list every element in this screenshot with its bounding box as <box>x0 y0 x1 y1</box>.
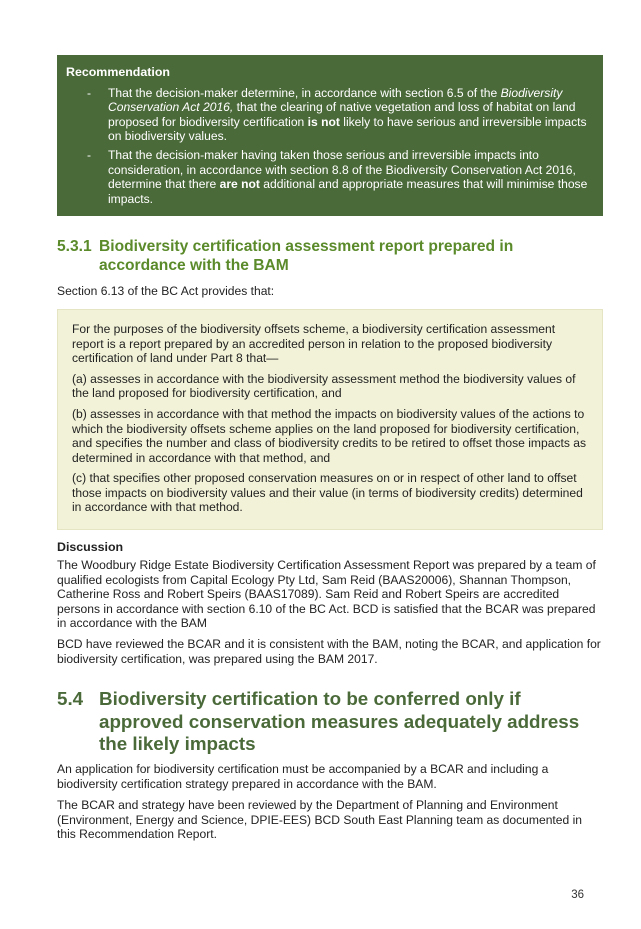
section-number: 5.3.1 <box>57 238 92 256</box>
recommendation-box <box>57 55 603 216</box>
text-run: that the clearing of native vegetation and loss of habitat on land proposed for biodiversity certification <box>108 100 576 129</box>
section-intro: Section 6.13 of the BC Act provides that: <box>57 284 275 299</box>
recommendation-text <box>108 148 593 206</box>
section-paragraph: The BCAR and strategy have been reviewed by the Department of Planning and Environment (Environment, Energy and Science, DPIE-EES) BCD South East Planning team as documented in this Recommendation Report. <box>57 798 583 842</box>
text-run: additional and appropriate measures that will minimise those impacts. <box>108 177 588 206</box>
text-run: That the decision-maker having taken those serious and irreversible impacts into consideration, in accordance with section 8.8 of the Biodiversity Conservation Act 2016, determine that there <box>108 147 576 192</box>
recommendation-item <box>66 86 593 144</box>
discussion-paragraph: The Woodbury Ridge Estate Biodiversity Certification Assessment Report was prepared by a team of qualified ecologists from Capital Ecology Pty Ltd, Sam Reid (BAAS20006), Shannan Thompson, Catherine Ross and Robert Speirs (BAAS17089). Sam Reid and Robert Speirs are accredited persons in accordance with section 6.10 of the BC Act. BCD is satisfied that the BCAR was prepared in accordance with the BAM <box>57 558 596 631</box>
section-number: 5.4 <box>57 688 84 710</box>
legislation-quote-box <box>57 309 603 530</box>
list-dash: - <box>87 147 92 162</box>
document-page <box>57 55 603 849</box>
section-title: Biodiversity certification assessment report prepared in accordance with the BAM <box>99 238 514 274</box>
quote-paragraph: (a) assesses in accordance with the biodiversity assessment method the biodiversity values of the land proposed for biodiversity certification, and <box>72 371 576 401</box>
quote-paragraph: (b) assesses in accordance with that method the impacts on biodiversity values of the actions to which the biodiversity offsets scheme applies on the land proposed for biodiversity certification, and specifies the number and class of biodiversity credits to be retired to offset those impacts as determined in accordance with that method, and <box>72 406 587 465</box>
recommendation-text <box>108 86 593 144</box>
recommendation-item <box>66 148 593 206</box>
text-run: That the decision-maker determine, in accordance with section 6.5 of the <box>108 85 501 100</box>
text-run-italic: Biodiversity Conservation Act 2016, <box>108 85 563 115</box>
recommendation-list <box>66 86 593 207</box>
list-dash: - <box>87 85 92 100</box>
section-title: Biodiversity certification to be conferred only if approved conservation measures adequately address the likely impacts <box>99 688 580 755</box>
page-number: 36 <box>571 889 584 901</box>
discussion-paragraph: BCD have reviewed the BCAR and it is consistent with the BAM, noting the BCAR, and application for biodiversity certification, was prepared using the BAM 2017. <box>57 637 601 666</box>
text-run-bold: are not <box>219 177 260 192</box>
text-run-bold: is not <box>307 114 340 129</box>
section-5-3-1-heading <box>57 238 603 275</box>
section-5-4-heading <box>57 688 603 756</box>
section-paragraph: An application for biodiversity certification must be accompanied by a BCAR and including a biodiversity certification strategy prepared in accordance with the BAM. <box>57 762 549 791</box>
recommendation-title: Recommendation <box>66 65 170 79</box>
quote-paragraph: (c) that specifies other proposed conservation measures on or in respect of other land to offset those impacts on biodiversity values and their value (in terms of biodiversity credits) determined in accordance with that method. <box>72 471 583 515</box>
quote-paragraph: For the purposes of the biodiversity offsets scheme, a biodiversity certification assessment report is a report prepared by an accredited person in relation to the proposed biodiversity certification of land under Part 8 that— <box>72 321 556 366</box>
discussion-heading: Discussion <box>57 540 124 555</box>
text-run: likely to have serious and irreversible impacts on biodiversity values. <box>108 114 587 144</box>
